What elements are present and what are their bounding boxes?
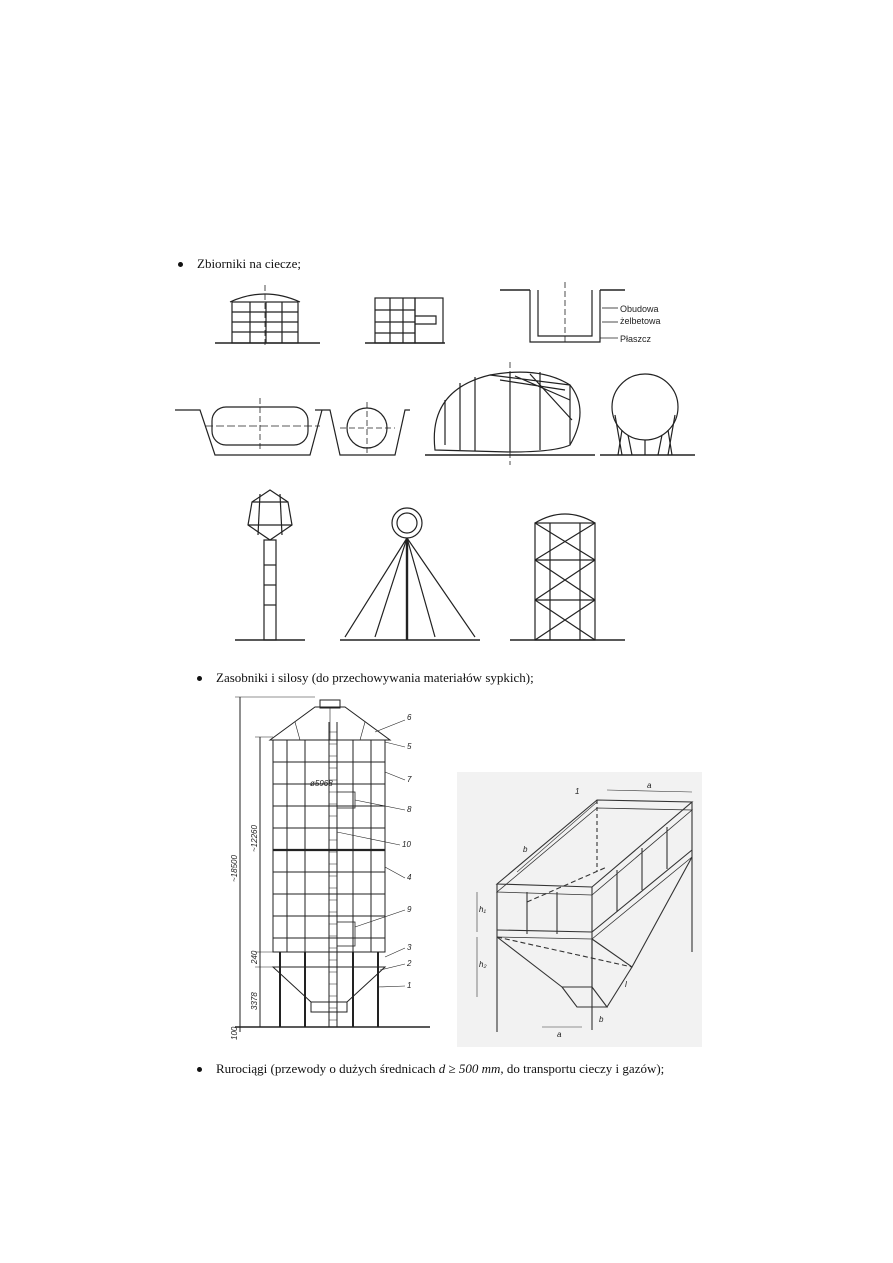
bullet-liquid-tanks <box>178 256 301 272</box>
silo-diameter-label: ø5968 <box>310 779 333 788</box>
horizontal-tank-drawing <box>175 398 410 455</box>
hopper-label-b-bottom: b <box>599 1015 604 1024</box>
callout-2: 2 <box>407 959 412 968</box>
dim-support-height: 3378 <box>250 992 259 1010</box>
callout-6: 6 <box>407 713 412 722</box>
bullet-text-before: Rurociągi (przewody o dużych średnicach <box>216 1061 439 1076</box>
bullet-hoppers-silos <box>197 670 534 686</box>
casing-label-1: Obudowa <box>620 304 659 314</box>
underground-tank-drawing <box>500 282 661 344</box>
spherical-tank-drawing <box>600 374 695 455</box>
diameter-condition: d ≥ 500 mm <box>438 1061 501 1076</box>
bullet-text: Zbiorniki na ciecze; <box>197 256 301 271</box>
lattice-tower-tank-drawing <box>510 514 625 640</box>
hopper-label-a-top: a <box>647 781 652 790</box>
dim-total-height: ~18500 <box>230 855 239 882</box>
shell-label: Płaszcz <box>620 334 652 344</box>
drop-shaped-tank-drawing <box>425 362 595 465</box>
hopper-label-b-top: b <box>523 845 528 854</box>
casing-label-2: żelbetowa <box>620 316 661 326</box>
hopper-drawing <box>457 772 702 1047</box>
hopper-label-h1: h₁ <box>479 905 486 914</box>
callout-7: 7 <box>407 775 412 784</box>
callout-9: 9 <box>407 905 412 914</box>
bullet-text: Zasobniki i silosy (do przechowywania materiałów sypkich); <box>216 670 534 685</box>
dim-bin-height: ~12260 <box>250 825 259 852</box>
hopper-label-1: 1 <box>575 787 580 796</box>
bullet-dot <box>178 262 183 267</box>
bullet-dot <box>197 1067 202 1072</box>
callout-10: 10 <box>402 840 411 849</box>
liquid-tanks-figure <box>170 280 700 650</box>
guyed-tank-drawing <box>340 508 480 640</box>
callout-1: 1 <box>407 981 412 990</box>
silo-drawing <box>225 692 440 1040</box>
water-tower-drawing <box>235 490 305 640</box>
bullet-text-after: , do transportu cieczy i gazów); <box>500 1061 665 1076</box>
hopper-label-l: l <box>625 980 627 989</box>
callout-8: 8 <box>407 805 412 814</box>
dim-ring-height: 240 <box>250 950 259 964</box>
dim-base: 100 <box>230 1026 239 1040</box>
callout-4: 4 <box>407 873 412 882</box>
callout-5: 5 <box>407 742 412 751</box>
hopper-label-h2: h₂ <box>479 960 487 969</box>
bullet-dot <box>197 676 202 681</box>
bullet-pipelines <box>197 1061 664 1077</box>
dome-tank-drawing <box>215 285 320 348</box>
buried-tank-drawing <box>365 298 445 343</box>
callout-3: 3 <box>407 943 412 952</box>
hopper-label-a-bottom: a <box>557 1030 562 1039</box>
